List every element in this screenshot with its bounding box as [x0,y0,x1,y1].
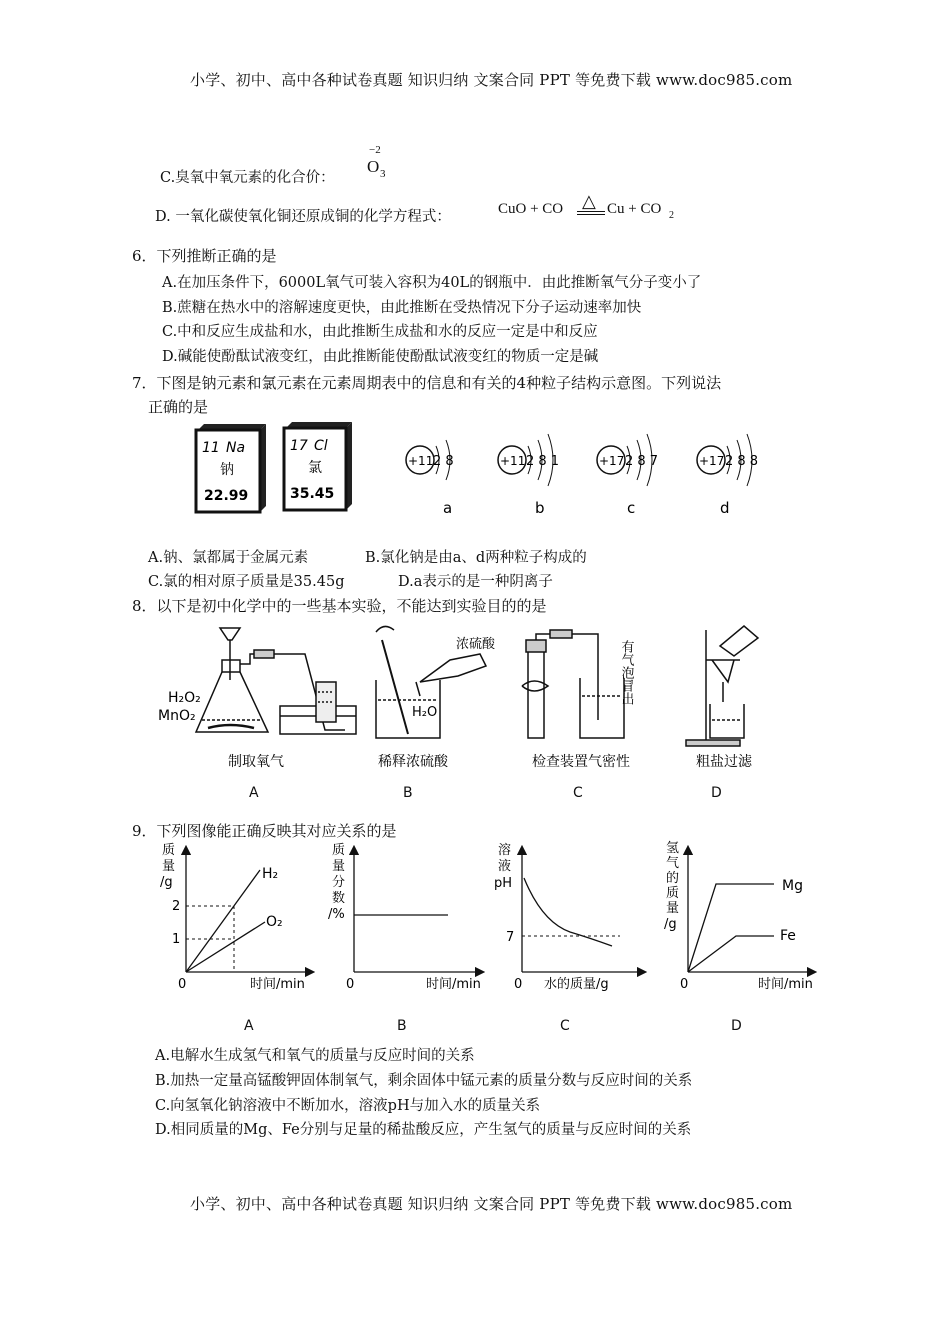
graph-b-ylabel-1: 质 [332,843,346,858]
sodium-symbol: Na [226,440,246,456]
chlorine-card [284,422,352,510]
graph-a-o2-line [186,922,265,972]
q9-letter-c: C [560,1018,570,1034]
page-header: 小学、初中、高中各种试卷真题 知识归纳 文案合同 PPT 等免费下载 www.doc985.com [190,71,793,89]
q5-equation-subscript: 2 [669,210,674,221]
graph-a-origin: 0 [178,977,187,992]
q5-equation-lhs: CuO + CO [498,201,564,217]
particle-b [498,434,559,517]
q5-equation [498,191,688,225]
graph-d-ylabel-3: 的 [666,871,680,886]
chlorine-number: 17 [290,438,308,454]
acid-label: 浓硫酸 [456,637,496,652]
graph-a-ylabel-3: /g [160,875,173,890]
q8-letter-d: D [711,785,722,801]
particle-c [597,434,658,517]
graph-d-ylabel-4: 质 [666,886,680,901]
q6-stem: 6．下列推断正确的是 [132,247,277,265]
sodium-mass: 22.99 [204,488,249,504]
q8-letter-a: A [249,785,259,801]
particle-a-shells: 2 8 [433,454,454,469]
q9-letter-d: D [731,1018,742,1034]
graph-a-tick-1: 1 [172,932,181,947]
q9-letter-a: A [244,1018,254,1034]
bubbles-text [619,640,635,705]
q7-option-a: A.钠、氯都属于金属元素 [148,550,309,566]
q9-option-a: A.电解水生成氢气和氧气的质量与反应时间的关系 [155,1048,475,1064]
q8-letter-c: C [573,785,583,801]
graph-d-origin: 0 [680,977,689,992]
q8-figure [150,620,770,780]
caption-a: 制取氧气 [228,754,284,770]
q8-stem: 8．以下是初中化学中的一些基本实验，不能达到实验目的的是 [132,597,547,615]
graph-d [664,841,813,992]
particle-c-label: c [627,499,636,517]
graph-a-o2-label: O₂ [266,914,283,930]
particle-b-label: b [535,499,545,517]
q6-option-c: C.中和反应生成盐和水，由此推断生成盐和水的反应一定是中和反应 [162,324,598,340]
graph-d-ylabel-5: 量 [666,901,680,916]
q5-equation-bar2 [577,214,605,215]
q7-option-b: B.氯化钠是由a、d两种粒子构成的 [365,550,587,566]
apparatus-d [686,626,758,746]
graph-c [494,842,642,992]
q6-option-b: B.蔗糖在热水中的溶解速度更快，由此推断在受热情况下分子运动速率加快 [162,300,642,316]
particle-b-nucleus: +11 [500,454,526,468]
page-footer: 小学、初中、高中各种试卷真题 知识归纳 文案合同 PPT 等免费下载 www.doc985.com [190,1195,793,1213]
q5-ozone-subscript: 3 [380,168,386,180]
graph-a-xlabel: 时间/min [250,977,305,992]
q5-option-c-text: C.臭氧中氧元素的化合价： [160,170,335,186]
graph-d-mg-label: Mg [782,878,803,894]
q5-equation-bar1 [577,211,605,212]
q5-heat-symbol: △ [582,191,596,211]
caption-c: 检查装置气密性 [532,754,630,770]
particle-d [697,434,758,517]
graph-c-ylabel-3: pH [494,876,513,891]
q7-figure [190,420,780,525]
q9-option-c: C.向氢氧化钠溶液中不断加水，溶液pH与加入水的质量关系 [155,1098,541,1114]
graph-d-fe-label: Fe [780,928,796,944]
q5-option-d-text: D. 一氧化碳使氧化铜还原成铜的化学方程式： [155,209,451,225]
graph-c-ylabel-2: 液 [498,859,512,874]
q5-equation-rhs: Cu + CO [607,201,662,217]
particle-d-nucleus: +17 [699,454,725,468]
particle-b-shells: 2 8 1 [526,454,560,469]
graph-d-ylabel-2: 气 [666,856,680,871]
sodium-number: 11 [202,440,220,456]
graph-a-ylabel-2: 量 [162,859,176,874]
graph-a-h2-label: H₂ [262,866,279,882]
q8-letter-b: B [403,785,413,801]
q7-stem-line1: 7．下图是钠元素和氯元素在元素周期表中的信息和有关的4种粒子结构示意图。下列说法 [132,374,722,392]
q9-option-d: D.相同质量的Mg、Fe分别与足量的稀盐酸反应，产生氢气的质量与反应时间的关系 [155,1122,692,1138]
q5-ozone-formula [365,144,395,184]
graph-b-ylabel-3: 分 [332,875,346,890]
caption-d: 粗盐过滤 [696,754,752,770]
bubbles-label: 有气泡冒出 [618,640,634,705]
graph-a [160,843,310,992]
particle-d-shells: 2 8 8 [725,454,759,469]
graph-c-origin: 0 [514,977,523,992]
graph-c-ylabel-1: 溶 [498,843,512,858]
graph-d-ylabel-1: 氢 [666,841,680,856]
particle-a [406,440,454,517]
q9-letter-b: B [397,1018,407,1034]
graph-d-ylabel-6: /g [664,917,677,932]
caption-b: 稀释浓硫酸 [378,754,448,770]
h2o2-label: H₂O₂ [168,690,201,706]
graph-c-tick-7: 7 [506,930,515,945]
graph-b-ylabel-5: /% [328,907,345,922]
graph-d-mg-line [688,884,774,972]
particle-a-label: a [443,499,453,517]
graph-d-xlabel: 时间/min [758,977,813,992]
q5-ozone-symbol: O [367,157,380,176]
graph-a-h2-line [186,870,260,972]
mno2-label: MnO₂ [158,708,196,724]
chlorine-symbol: Cl [314,438,328,454]
graph-d-fe-line [688,936,774,972]
graph-a-ylabel-1: 质 [162,843,176,858]
q6-option-a: A.在加压条件下，6000L氧气可装入容积为40L的钢瓶中．由此推断氧气分子变小了 [162,275,702,291]
sodium-card [196,424,266,512]
q9-option-b: B.加热一定量高锰酸钾固体制氧气，剩余固体中锰元素的质量分数与反应时间的关系 [155,1073,693,1089]
q7-stem-line2: 正确的是 [148,398,209,416]
q5-option-d [155,205,451,226]
graph-b-ylabel-4: 数 [332,891,346,906]
q7-option-d: D.a表示的是一种阴离子 [398,574,553,590]
graph-b [328,843,481,992]
q5-option-c [160,166,335,187]
q9-graphs [150,840,830,1005]
graph-c-xlabel: 水的质量/g [544,977,609,992]
particle-c-shells: 2 8 7 [625,454,659,469]
particle-d-label: d [720,499,730,517]
apparatus-a [196,628,356,734]
chlorine-mass: 35.45 [290,486,335,502]
water-label: H₂O [412,705,438,720]
sodium-name: 钠 [220,462,234,478]
particle-c-nucleus: +17 [599,454,625,468]
q7-option-c: C.氯的相对原子质量是35.45g [148,574,345,590]
q9-stem: 9．下列图像能正确反映其对应关系的是 [132,822,397,840]
q5-ozone-charge: −2 [369,144,381,156]
graph-c-curve [524,878,612,946]
graph-b-xlabel: 时间/min [426,977,481,992]
graph-b-origin: 0 [346,977,355,992]
graph-a-tick-2: 2 [172,899,181,914]
apparatus-c [522,630,624,738]
particle-a-nucleus: +11 [408,454,434,468]
graph-b-ylabel-2: 量 [332,859,346,874]
chlorine-name: 氯 [308,460,322,476]
q6-option-d: D.碱能使酚酞试液变红，由此推断能使酚酞试液变红的物质一定是碱 [162,349,599,365]
